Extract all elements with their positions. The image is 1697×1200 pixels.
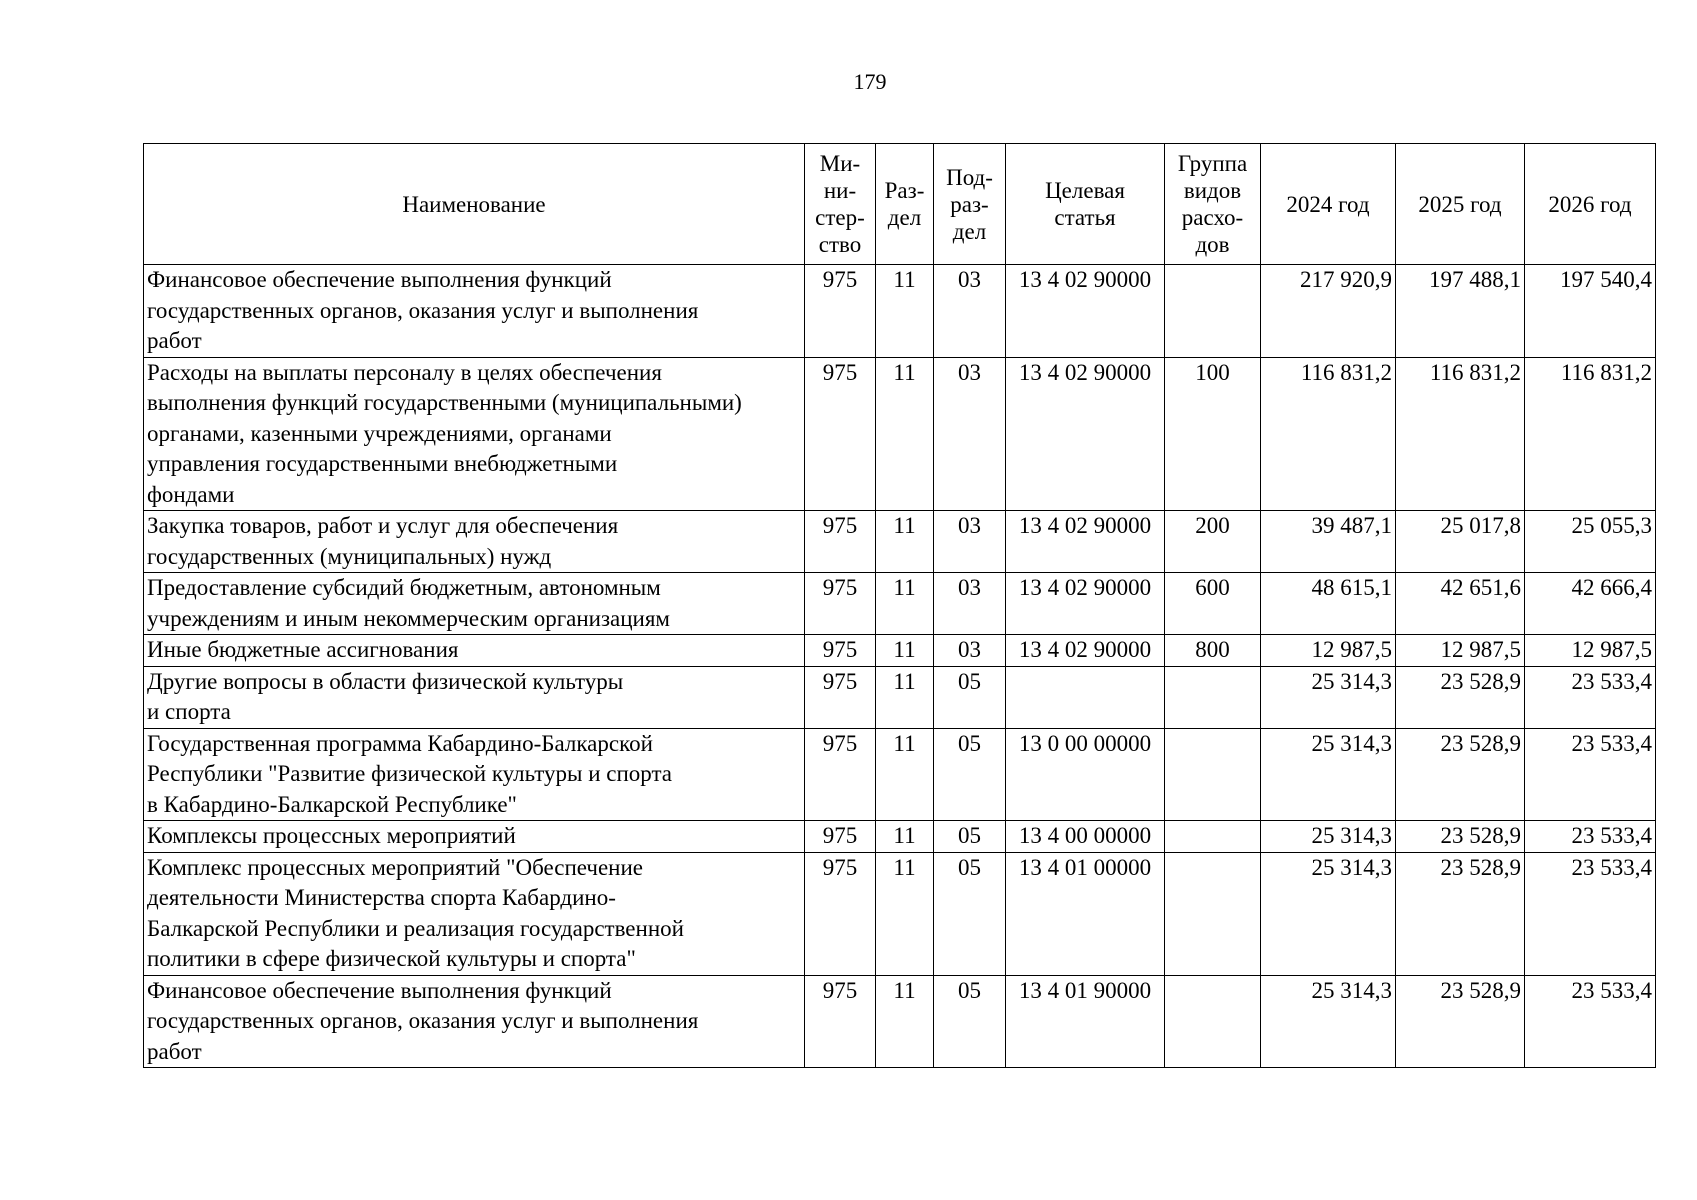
cell-year-2024: 217 920,9 [1261, 265, 1396, 358]
cell-year-2026: 23 533,4 [1525, 821, 1656, 853]
cell-year-2024: 25 314,3 [1261, 821, 1396, 853]
cell-target-article: 13 4 02 90000 [1006, 265, 1165, 358]
table-row [144, 666, 1656, 728]
cell-ministry: 975 [805, 573, 876, 635]
cell-year-2024: 48 615,1 [1261, 573, 1396, 635]
page-number: 179 [853, 69, 887, 94]
cell-subsection: 05 [934, 666, 1006, 728]
cell-subsection: 05 [934, 728, 1006, 821]
cell-subsection: 03 [934, 265, 1006, 358]
table-row [144, 821, 1656, 853]
cell-subsection: 03 [934, 635, 1006, 667]
cell-ministry: 975 [805, 852, 876, 975]
cell-year-2026: 12 987,5 [1525, 635, 1656, 667]
cell-year-2026: 23 533,4 [1525, 666, 1656, 728]
cell-expense-group [1165, 975, 1261, 1068]
budget-table [143, 143, 1656, 1068]
cell-expense-group [1165, 728, 1261, 821]
cell-target-article: 13 4 02 90000 [1006, 357, 1165, 511]
cell-expense-group [1165, 666, 1261, 728]
cell-year-2024: 39 487,1 [1261, 511, 1396, 573]
cell-target-article: 13 4 02 90000 [1006, 573, 1165, 635]
cell-target-article: 13 4 01 00000 [1006, 852, 1165, 975]
cell-year-2024: 25 314,3 [1261, 975, 1396, 1068]
cell-target-article: 13 0 00 00000 [1006, 728, 1165, 821]
cell-year-2026: 197 540,4 [1525, 265, 1656, 358]
table-row [144, 635, 1656, 667]
cell-section: 11 [876, 666, 934, 728]
cell-year-2025: 12 987,5 [1396, 635, 1525, 667]
cell-year-2026: 25 055,3 [1525, 511, 1656, 573]
cell-expense-group: 200 [1165, 511, 1261, 573]
cell-expense-group: 600 [1165, 573, 1261, 635]
cell-year-2025: 23 528,9 [1396, 666, 1525, 728]
header-row [144, 144, 1656, 265]
cell-expense-group [1165, 265, 1261, 358]
cell-target-article: 13 4 00 00000 [1006, 821, 1165, 853]
header-year-2024: 2024 год [1261, 144, 1396, 265]
cell-year-2026: 116 831,2 [1525, 357, 1656, 511]
table-row [144, 728, 1656, 821]
cell-section: 11 [876, 852, 934, 975]
cell-year-2024: 116 831,2 [1261, 357, 1396, 511]
cell-year-2025: 23 528,9 [1396, 821, 1525, 853]
table-body [144, 265, 1656, 1068]
cell-year-2024: 25 314,3 [1261, 666, 1396, 728]
cell-section: 11 [876, 975, 934, 1068]
cell-year-2024: 25 314,3 [1261, 852, 1396, 975]
cell-ministry: 975 [805, 357, 876, 511]
cell-section: 11 [876, 573, 934, 635]
header-subsection: Под- раз- дел [934, 144, 1006, 265]
cell-year-2025: 23 528,9 [1396, 852, 1525, 975]
cell-name: Финансовое обеспечение выполнения функций государственных органов, оказания услуг и выполнения работ [144, 265, 805, 358]
cell-section: 11 [876, 728, 934, 821]
cell-ministry: 975 [805, 975, 876, 1068]
header-name: Наименование [144, 144, 805, 265]
table-row [144, 265, 1656, 358]
cell-expense-group: 800 [1165, 635, 1261, 667]
cell-year-2025: 23 528,9 [1396, 975, 1525, 1068]
table-row [144, 511, 1656, 573]
table-row [144, 975, 1656, 1068]
cell-year-2025: 42 651,6 [1396, 573, 1525, 635]
cell-year-2024: 25 314,3 [1261, 728, 1396, 821]
cell-name: Закупка товаров, работ и услуг для обеспечения государственных (муниципальных) нужд [144, 511, 805, 573]
cell-year-2024: 12 987,5 [1261, 635, 1396, 667]
cell-section: 11 [876, 511, 934, 573]
cell-name: Предоставление субсидий бюджетным, автономным учреждениям и иным некоммерческим организациям [144, 573, 805, 635]
cell-ministry: 975 [805, 511, 876, 573]
table-header [144, 144, 1656, 265]
header-ministry: Ми- ни- стер- ство [805, 144, 876, 265]
cell-name: Комплексы процессных мероприятий [144, 821, 805, 853]
cell-name: Государственная программа Кабардино-Балкарской Республики "Развитие физической культуры и спорта в Кабардино-Балкарской Республике" [144, 728, 805, 821]
cell-year-2026: 23 533,4 [1525, 728, 1656, 821]
cell-ministry: 975 [805, 666, 876, 728]
cell-subsection: 05 [934, 975, 1006, 1068]
cell-year-2025: 25 017,8 [1396, 511, 1525, 573]
cell-name: Другие вопросы в области физической культуры и спорта [144, 666, 805, 728]
header-expense-group: Группа видов расхо- дов [1165, 144, 1261, 265]
cell-expense-group [1165, 821, 1261, 853]
cell-ministry: 975 [805, 821, 876, 853]
cell-name: Расходы на выплаты персоналу в целях обеспечения выполнения функций государственными (муниципальными) органами, казенными учреждениями, органами управления государственными внебюджетными фондами [144, 357, 805, 511]
cell-ministry: 975 [805, 728, 876, 821]
header-year-2025: 2025 год [1396, 144, 1525, 265]
cell-expense-group: 100 [1165, 357, 1261, 511]
header-year-2026: 2026 год [1525, 144, 1656, 265]
cell-ministry: 975 [805, 265, 876, 358]
cell-subsection: 03 [934, 511, 1006, 573]
cell-year-2026: 42 666,4 [1525, 573, 1656, 635]
cell-target-article: 13 4 01 90000 [1006, 975, 1165, 1068]
cell-subsection: 03 [934, 357, 1006, 511]
cell-year-2026: 23 533,4 [1525, 975, 1656, 1068]
cell-subsection: 03 [934, 573, 1006, 635]
cell-subsection: 05 [934, 821, 1006, 853]
cell-target-article: 13 4 02 90000 [1006, 635, 1165, 667]
cell-section: 11 [876, 635, 934, 667]
cell-year-2025: 197 488,1 [1396, 265, 1525, 358]
table-row [144, 357, 1656, 511]
header-section: Раз- дел [876, 144, 934, 265]
cell-year-2025: 116 831,2 [1396, 357, 1525, 511]
cell-expense-group [1165, 852, 1261, 975]
cell-section: 11 [876, 357, 934, 511]
cell-ministry: 975 [805, 635, 876, 667]
cell-section: 11 [876, 265, 934, 358]
cell-name: Финансовое обеспечение выполнения функций государственных органов, оказания услуг и выполнения работ [144, 975, 805, 1068]
cell-year-2025: 23 528,9 [1396, 728, 1525, 821]
table-row [144, 573, 1656, 635]
cell-section: 11 [876, 821, 934, 853]
table-row [144, 852, 1656, 975]
cell-target-article [1006, 666, 1165, 728]
cell-year-2026: 23 533,4 [1525, 852, 1656, 975]
cell-subsection: 05 [934, 852, 1006, 975]
cell-name: Иные бюджетные ассигнования [144, 635, 805, 667]
header-target-article: Целевая статья [1006, 144, 1165, 265]
cell-target-article: 13 4 02 90000 [1006, 511, 1165, 573]
cell-name: Комплекс процессных мероприятий "Обеспечение деятельности Министерства спорта Кабардино- Балкарской Республики и реализация государственной политики в сфере физической культуры и спорта" [144, 852, 805, 975]
